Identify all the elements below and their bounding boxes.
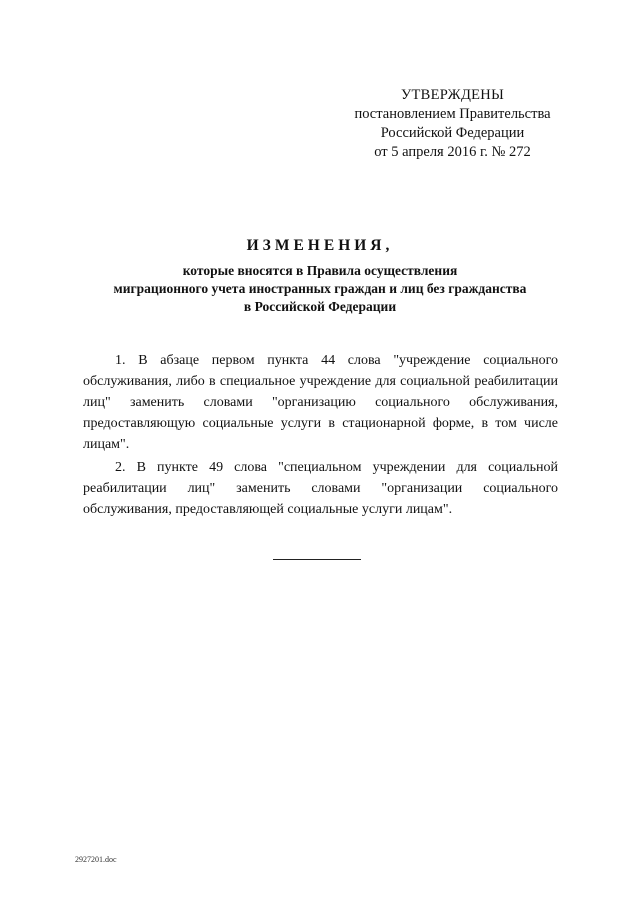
doc-id-footer: 2927201.doc: [75, 855, 117, 864]
approval-heading: УТВЕРЖДЕНЫ: [400, 87, 505, 103]
subtitle-line-2: миграционного учета иностранных граждан и лиц без гражданства: [113, 281, 527, 296]
approval-line-3: от 5 апреля 2016 г. № 272: [374, 144, 531, 160]
amendment-item-2: 2. В пункте 49 слова "специальном учреждении для социальной реабилитации лиц" заменить словами "организации социального обслуживания, предоставляющей социальные услуги лицам".: [83, 460, 558, 517]
document-subtitle: [60, 262, 580, 316]
document-body: [83, 350, 558, 522]
approval-line-2: Российской Федерации: [380, 125, 525, 141]
approval-line-1: постановлением Правительства: [354, 106, 551, 122]
end-divider: [273, 559, 361, 560]
amendment-item-1: 1. В абзаце первом пункта 44 слова "учреждение социального обслуживания, либо в специальное учреждение для социальной реабилитации лиц" заменить словами "организацию социального обслуживания, предоставляющую социальные услуги в стационарной форме, в том числе лицам".: [83, 353, 558, 452]
document-title: ИЗМЕНЕНИЯ,: [246, 237, 394, 254]
approval-block: [345, 86, 560, 162]
subtitle-line-1: которые вносятся в Правила осуществления: [182, 263, 458, 278]
subtitle-line-3: в Российской Федерации: [243, 299, 397, 314]
